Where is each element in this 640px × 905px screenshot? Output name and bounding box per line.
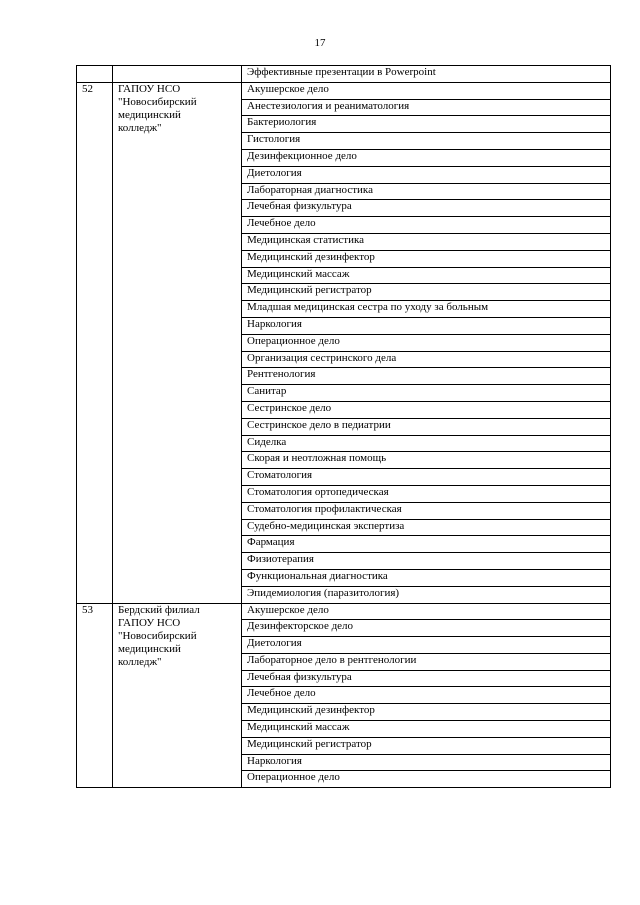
program-cell: Гистология (242, 133, 611, 150)
program-cell: Лечебное дело (242, 217, 611, 234)
program-cell: Медицинский регистратор (242, 737, 611, 754)
program-cell: Лечебная физкультура (242, 670, 611, 687)
program-cell: Судебно-медицинская экспертиза (242, 519, 611, 536)
program-cell: Санитар (242, 385, 611, 402)
program-cell: Организация сестринского дела (242, 351, 611, 368)
program-cell: Скорая и неотложная помощь (242, 452, 611, 469)
program-cell: Медицинский дезинфектор (242, 704, 611, 721)
program-cell: Сестринское дело (242, 401, 611, 418)
program-cell: Операционное дело (242, 771, 611, 788)
organization-cell: Бердский филиал ГАПОУ НСО "Новосибирский медицинский колледж" (113, 603, 242, 788)
program-cell: Лечебная физкультура (242, 200, 611, 217)
program-cell: Медицинский массаж (242, 267, 611, 284)
program-cell: Стоматология ортопедическая (242, 485, 611, 502)
program-cell: Эпидемиология (паразитология) (242, 586, 611, 603)
program-cell: Медицинский дезинфектор (242, 250, 611, 267)
program-cell: Лечебное дело (242, 687, 611, 704)
program-cell: Стоматология профилактическая (242, 502, 611, 519)
program-cell: Фармация (242, 536, 611, 553)
program-cell: Сестринское дело в педиатрии (242, 418, 611, 435)
program-cell: Медицинский регистратор (242, 284, 611, 301)
row-number-cell: 53 (77, 603, 113, 788)
program-cell: Медицинская статистика (242, 233, 611, 250)
program-cell: Наркология (242, 754, 611, 771)
program-cell: Функциональная диагностика (242, 569, 611, 586)
program-cell: Диетология (242, 637, 611, 654)
program-cell: Физиотерапия (242, 553, 611, 570)
program-cell: Операционное дело (242, 334, 611, 351)
program-cell: Лабораторная диагностика (242, 183, 611, 200)
row-number-cell (77, 66, 113, 83)
program-cell: Диетология (242, 166, 611, 183)
program-cell: Дезинфекционное дело (242, 149, 611, 166)
program-cell: Наркология (242, 317, 611, 334)
program-cell: Бактериология (242, 116, 611, 133)
page-number: 17 (314, 37, 326, 49)
program-cell: Эффективные презентации в Powerpoint (242, 66, 611, 83)
table-row (77, 66, 611, 83)
program-cell: Лабораторное дело в рентгенологии (242, 653, 611, 670)
table-row (77, 603, 611, 620)
program-cell: Анестезиология и реаниматология (242, 99, 611, 116)
program-cell: Медицинский массаж (242, 721, 611, 738)
program-cell: Акушерское дело (242, 603, 611, 620)
organization-cell (113, 66, 242, 83)
program-cell: Младшая медицинская сестра по уходу за больным (242, 301, 611, 318)
organization-cell: ГАПОУ НСО "Новосибирский медицинский колледж" (113, 82, 242, 603)
table-row (77, 82, 611, 99)
program-cell: Сиделка (242, 435, 611, 452)
organizations-table (76, 65, 611, 788)
program-cell: Акушерское дело (242, 82, 611, 99)
program-cell: Дезинфекторское дело (242, 620, 611, 637)
program-cell: Рентгенология (242, 368, 611, 385)
table-body (77, 66, 611, 788)
row-number-cell: 52 (77, 82, 113, 603)
program-cell: Стоматология (242, 469, 611, 486)
